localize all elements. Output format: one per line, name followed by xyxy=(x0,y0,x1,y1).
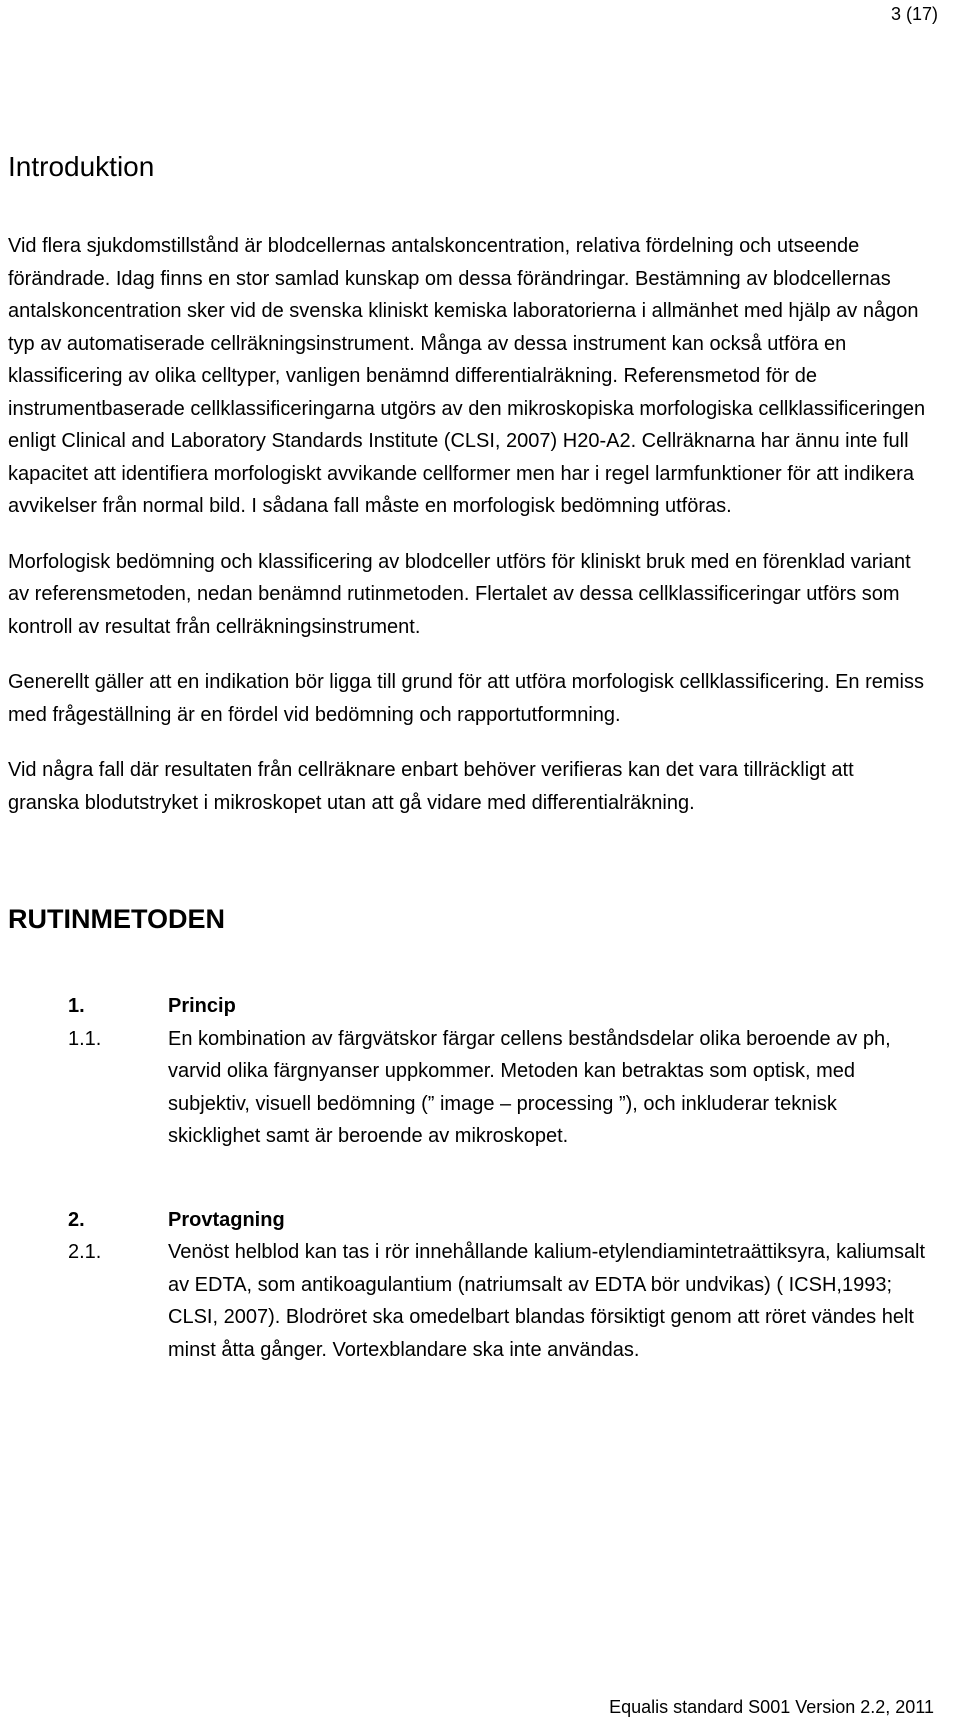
section-number: 2. xyxy=(68,1208,85,1231)
section-number: 1. xyxy=(68,995,85,1017)
footer-text: Equalis standard S001 Version 2.2, 2011 xyxy=(609,1697,934,1717)
intro-paragraph-4: Vid några fall där resultaten från cellräknare enbart behöver verifieras kan det vara tillräckligt att granska blodutstryket i mikroskopet utan att gå vidare med differentialräkning. xyxy=(8,759,854,814)
page-number: 3 (17) xyxy=(890,4,938,24)
intro-paragraph-2: Morfologisk bedömning och klassificering av blodceller utförs för kliniskt bruk med en förenklad variant av referensmetoden, nedan benämnd rutinmetoden. Flertalet av dessa cellklassificeringar utförs som kontroll av resultat från cellräkningsinstrument. xyxy=(8,550,911,638)
section-provtagning xyxy=(68,1204,928,1367)
section-heading-row xyxy=(68,990,928,1023)
section-heading: Provtagning xyxy=(168,1208,285,1231)
section-heading-row xyxy=(68,1204,928,1237)
subsection-row xyxy=(68,1023,928,1153)
subsection-text: Venöst helblod kan tas i rör innehållande kalium-etylendiamintetraättiksyra, kaliumsalt av EDTA, som antikoagulantium (natriumsalt av EDTA bör undvikas) ( ICSH,1993; CLSI, 2007). Blodröret ska omedelbart blandas försiktigt genom att röret vändes helt minst åtta gånger. Vortexblandare ska inte användas. xyxy=(168,1241,926,1361)
subsection-number: 2.1. xyxy=(68,1241,102,1263)
intro-paragraph-1: Vid flera sjukdomstillstånd är blodcellernas antalskoncentration, relativa fördelning och utseende förändrade. Idag finns en stor samlad kunskap om dessa förändringar. Bestämning av blodcellernas antalskoncentration sker vid de svenska kliniskt kemiska laboratorierna i allmänhet med hjälp av någon typ av automatiserade cellräkningsinstrument. Många av dessa instrument kan också utföra en klassificering av olika celltyper, vanligen benämnd differentialräkning. Referensmetod för de instrumentbaserade cellklassificeringarna utgörs av den mikroskopiska morfologiska cellklassificeringen enligt Clinical and Laboratory Standards Institute (CLSI, 2007) H20-A2. Cellräknarna har ännu inte full kapacitet att identifiera morfologiskt avvikande cellformer men har i regel larmfunktioner för att indikera avvikelser från normal bild. I sådana fall måste en morfologisk bedömning utföras. xyxy=(8,235,926,517)
intro-paragraph-3: Generellt gäller att en indikation bör ligga till grund för att utföra morfologisk cellklassificering. En remiss med frågeställning är en fördel vid bedömning och rapportutformning. xyxy=(8,671,924,726)
section-princip xyxy=(68,990,928,1153)
intro-heading: Introduktion xyxy=(8,151,155,182)
document-body xyxy=(8,150,928,1417)
subsection-row xyxy=(68,1236,928,1366)
subsection-text: En kombination av färgvätskor färgar cellens beståndsdelar olika beroende av ph, varvid olika färgnyanser uppkommer. Metoden kan betraktas som optisk, med subjektiv, visuell bedömning (” image – processing ”), och inkluderar teknisk skicklighet samt är beroende av mikroskopet. xyxy=(168,1027,891,1147)
subsection-number: 1.1. xyxy=(68,1027,102,1050)
rutinmetoden-heading: RUTINMETODEN xyxy=(8,904,226,934)
section-heading: Princip xyxy=(168,995,236,1017)
